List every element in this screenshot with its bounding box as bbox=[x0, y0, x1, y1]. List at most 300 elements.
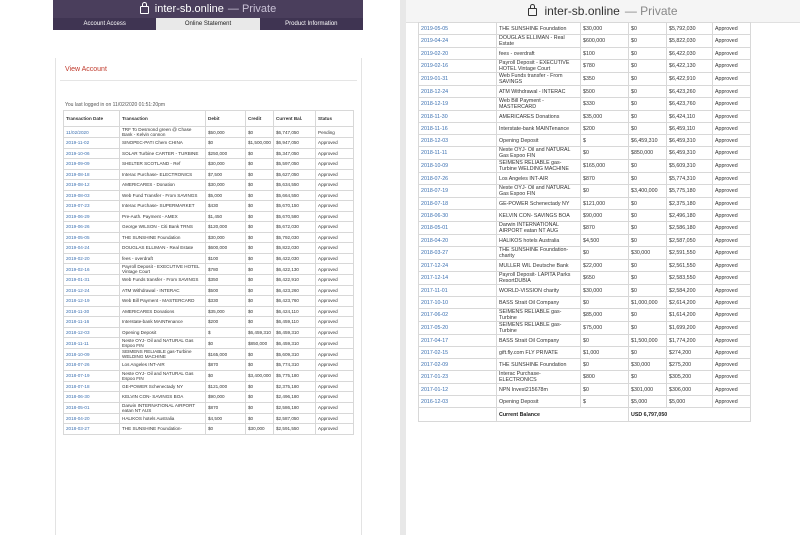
cell-debit: $0 bbox=[581, 247, 629, 260]
cell-status: Approved bbox=[316, 264, 354, 275]
cell-credit: $0 bbox=[629, 173, 667, 185]
cell-debit: $7,500 bbox=[206, 169, 246, 180]
cell-status: Approved bbox=[713, 210, 751, 222]
cell-transaction: HALIKOS hotels Australia bbox=[497, 235, 581, 247]
table-row bbox=[419, 160, 751, 173]
cell-debit: $870 bbox=[206, 402, 246, 413]
table-row bbox=[419, 384, 751, 396]
cell-transaction: Interac Purchase- ELECTRONICS bbox=[497, 371, 581, 384]
cell-credit: $0 bbox=[246, 159, 274, 170]
last-login-text: You last logged in on 11/02/2020 01:51:20pm bbox=[65, 102, 166, 108]
cell-status: Approved bbox=[713, 98, 751, 111]
cell-transaction: Neste OYJ- Oil and NATURAL Gas Espoo FIN bbox=[497, 185, 581, 198]
cell-credit: $0 bbox=[629, 309, 667, 322]
cell-credit: $0 bbox=[629, 98, 667, 111]
cell-credit: $0 bbox=[629, 371, 667, 384]
cell-debit: $4,500 bbox=[581, 235, 629, 247]
cell-transaction: AMERICARES - Donation bbox=[120, 180, 206, 191]
balance-spacer bbox=[419, 408, 497, 422]
cell-date[interactable]: 2017-01-12 bbox=[419, 384, 497, 396]
cell-date[interactable]: 2019-02-20 bbox=[64, 253, 120, 264]
cell-credit: $0 bbox=[246, 317, 274, 328]
cell-credit: $0 bbox=[629, 123, 667, 135]
cell-date[interactable]: 2018-07-19 bbox=[64, 370, 120, 381]
cell-date[interactable]: 2017-10-10 bbox=[419, 297, 497, 309]
right-address-bar[interactable] bbox=[406, 0, 800, 23]
cell-date[interactable]: 2018-10-09 bbox=[64, 349, 120, 360]
cell-balance: $5,000 bbox=[667, 396, 713, 408]
table-row bbox=[419, 396, 751, 408]
cell-balance: $6,422,030 bbox=[667, 48, 713, 60]
table-row bbox=[419, 371, 751, 384]
cell-transaction: Opening Deposit bbox=[497, 396, 581, 408]
cell-credit: $0 bbox=[246, 180, 274, 191]
table-row bbox=[64, 306, 354, 317]
cell-balance: $2,583,550 bbox=[667, 272, 713, 285]
cell-balance: $2,496,180 bbox=[274, 392, 316, 403]
cell-date[interactable]: 2019-04-24 bbox=[419, 35, 497, 48]
cell-date[interactable]: 2019-07-23 bbox=[64, 201, 120, 212]
cell-transaction: Web Funds transfer - From SAVINGS bbox=[497, 73, 581, 86]
cell-debit: $5,000 bbox=[206, 190, 246, 201]
cell-date[interactable]: 2017-01-23 bbox=[419, 371, 497, 384]
cell-date[interactable]: 2018-10-09 bbox=[419, 160, 497, 173]
cell-credit: $0 bbox=[629, 73, 667, 86]
table-row bbox=[419, 285, 751, 297]
cell-status: Approved bbox=[713, 160, 751, 173]
cell-debit: $330 bbox=[581, 98, 629, 111]
cell-transaction: Interstate-bank MAINTenance bbox=[497, 123, 581, 135]
cell-credit: $0 bbox=[629, 60, 667, 73]
cell-credit: $0 bbox=[629, 260, 667, 272]
table-row bbox=[64, 127, 354, 138]
table-row bbox=[64, 159, 354, 170]
cell-transaction: George WILSON - Citi Bank TRNS bbox=[120, 222, 206, 233]
cell-debit: $121,000 bbox=[581, 198, 629, 210]
cell-credit: $0 bbox=[246, 264, 274, 275]
cell-credit: $0 bbox=[246, 360, 274, 371]
cell-transaction: SINOPEC-PATI Chem CHINA bbox=[120, 138, 206, 149]
table-row bbox=[64, 138, 354, 149]
cell-date[interactable]: 2018-11-30 bbox=[419, 111, 497, 123]
cell-date[interactable]: 2019-01-31 bbox=[419, 73, 497, 86]
cell-credit: $0 bbox=[246, 413, 274, 424]
left-address-bar[interactable] bbox=[53, 0, 363, 18]
cell-credit: $30,000 bbox=[246, 424, 274, 435]
table-row bbox=[64, 275, 354, 286]
cell-status: Approved bbox=[316, 201, 354, 212]
nav-online-statement[interactable]: Online Statement bbox=[156, 18, 259, 30]
cell-status: Approved bbox=[316, 296, 354, 307]
cell-transaction: AMERICARES Donations bbox=[120, 306, 206, 317]
cell-balance: $2,584,200 bbox=[667, 285, 713, 297]
cell-credit: $6,459,310 bbox=[629, 135, 667, 147]
cell-balance: $5,597,050 bbox=[274, 159, 316, 170]
cell-debit: $30,000 bbox=[581, 23, 629, 35]
cell-transaction: Payroll Deposit - EXECUTIVE HOTEL Vintage Court bbox=[497, 60, 581, 73]
cell-debit: $85,000 bbox=[581, 309, 629, 322]
cell-date[interactable]: 2019-02-16 bbox=[64, 264, 120, 275]
cell-transaction: BASS Strait Oil Company bbox=[497, 335, 581, 347]
cell-balance: $6,422,130 bbox=[667, 60, 713, 73]
cell-status: Approved bbox=[713, 347, 751, 359]
cell-date[interactable]: 2018-07-19 bbox=[419, 185, 497, 198]
cell-transaction: Web Fund Transfer - From SAVINGS bbox=[120, 190, 206, 201]
cell-status: Approved bbox=[316, 413, 354, 424]
cell-date[interactable]: 2017-05-20 bbox=[419, 322, 497, 335]
cell-date[interactable]: 2017-04-17 bbox=[419, 335, 497, 347]
cell-date[interactable]: 2018-03-27 bbox=[419, 247, 497, 260]
table-row bbox=[64, 349, 354, 360]
cell-balance: $5,774,310 bbox=[274, 360, 316, 371]
cell-credit: $0 bbox=[629, 86, 667, 98]
cell-credit: $0 bbox=[629, 210, 667, 222]
cell-transaction: HALIKOS hotels Australia bbox=[120, 413, 206, 424]
table-row bbox=[64, 243, 354, 254]
cell-date[interactable]: 2018-12-03 bbox=[64, 327, 120, 338]
table-row bbox=[64, 413, 354, 424]
cell-date[interactable]: 2018-12-24 bbox=[419, 86, 497, 98]
cell-transaction: Opening Deposit bbox=[497, 135, 581, 147]
cell-date[interactable]: 2018-06-30 bbox=[64, 392, 120, 403]
cell-credit: $0 bbox=[246, 253, 274, 264]
cell-date[interactable]: 2019-06-29 bbox=[64, 211, 120, 222]
cell-debit: $0 bbox=[581, 185, 629, 198]
cell-debit: $780 bbox=[206, 264, 246, 275]
cell-transaction: DOUGLAS ELLIMAN - Real Estate bbox=[497, 35, 581, 48]
cell-date[interactable]: 2018-11-16 bbox=[64, 317, 120, 328]
cell-date[interactable]: 2017-12-24 bbox=[419, 260, 497, 272]
table-row bbox=[419, 359, 751, 371]
cell-date[interactable]: 2017-06-02 bbox=[419, 309, 497, 322]
cell-balance: $6,422,910 bbox=[667, 73, 713, 86]
cell-status: Approved bbox=[316, 211, 354, 222]
cell-date[interactable]: 2019-08-18 bbox=[64, 169, 120, 180]
cell-status: Approved bbox=[713, 185, 751, 198]
cell-date[interactable]: 2018-06-30 bbox=[419, 210, 497, 222]
right-screenshot bbox=[406, 0, 800, 535]
cell-date[interactable]: 2019-05-05 bbox=[419, 23, 497, 35]
cell-status: Approved bbox=[316, 169, 354, 180]
header-status: Status bbox=[316, 111, 354, 127]
cell-debit: $75,000 bbox=[581, 322, 629, 335]
cell-debit: $780 bbox=[581, 60, 629, 73]
cell-date[interactable]: 2018-07-26 bbox=[419, 173, 497, 185]
cell-transaction: Pre-Auth. Payment - AMEX bbox=[120, 211, 206, 222]
table-row bbox=[419, 173, 751, 185]
cell-transaction: Web Bill Payment - MASTERCARD bbox=[120, 296, 206, 307]
cell-debit: $165,000 bbox=[206, 349, 246, 360]
cell-balance: $5,670,580 bbox=[274, 211, 316, 222]
cell-balance: $2,586,180 bbox=[667, 222, 713, 235]
cell-debit: $30,000 bbox=[581, 285, 629, 297]
cell-balance: $5,670,150 bbox=[274, 201, 316, 212]
cell-status: Approved bbox=[713, 135, 751, 147]
cell-credit: $0 bbox=[246, 148, 274, 159]
cell-date[interactable]: 2019-01-31 bbox=[64, 275, 120, 286]
cell-transaction: fees - overdraft bbox=[120, 253, 206, 264]
cell-transaction: MULLER WIL Deutsche Bank bbox=[497, 260, 581, 272]
cell-status: Approved bbox=[713, 23, 751, 35]
cell-credit: $0 bbox=[629, 160, 667, 173]
cell-date[interactable]: 2019-06-26 bbox=[64, 222, 120, 233]
cell-credit: $0 bbox=[246, 243, 274, 254]
nav-product-information[interactable]: Product Information bbox=[285, 21, 338, 27]
cell-credit: $0 bbox=[246, 306, 274, 317]
table-row bbox=[64, 253, 354, 264]
cell-status: Approved bbox=[316, 327, 354, 338]
current-balance-row bbox=[419, 408, 751, 422]
nav-account-access[interactable]: Account Access bbox=[83, 21, 126, 27]
table-row bbox=[64, 317, 354, 328]
right-transactions-table bbox=[418, 22, 751, 422]
cell-status: Approved bbox=[713, 272, 751, 285]
cell-balance: $5,627,050 bbox=[274, 169, 316, 180]
cell-status: Approved bbox=[713, 86, 751, 98]
cell-status: Approved bbox=[713, 147, 751, 160]
table-row bbox=[419, 235, 751, 247]
cell-balance: $5,664,550 bbox=[274, 190, 316, 201]
cell-date[interactable]: 2017-02-15 bbox=[419, 347, 497, 359]
table-row bbox=[419, 347, 751, 359]
cell-debit: $0 bbox=[581, 147, 629, 160]
cell-credit: $0 bbox=[629, 35, 667, 48]
cell-transaction: SEIMENS RELIABLE gas-Turbine bbox=[497, 322, 581, 335]
cell-balance: $6,459,110 bbox=[667, 123, 713, 135]
cell-credit: $3,400,000 bbox=[246, 370, 274, 381]
cell-balance: $5,775,180 bbox=[274, 370, 316, 381]
cell-status: Approved bbox=[316, 285, 354, 296]
table-row bbox=[419, 123, 751, 135]
cell-status: Approved bbox=[316, 222, 354, 233]
table-row bbox=[419, 86, 751, 98]
cell-date[interactable]: 2019-08-12 bbox=[64, 180, 120, 191]
table-row bbox=[419, 35, 751, 48]
cell-date[interactable]: 2019-02-16 bbox=[419, 60, 497, 73]
cell-credit: $0 bbox=[246, 296, 274, 307]
cell-transaction: Neste OYJ- Oil and NATURAL Gas Espoo FIN bbox=[120, 338, 206, 349]
cell-date[interactable]: 2017-12-14 bbox=[419, 272, 497, 285]
cell-date[interactable]: 2019-04-24 bbox=[64, 243, 120, 254]
cell-date[interactable]: 2019-08-03 bbox=[64, 190, 120, 201]
cell-status: Approved bbox=[713, 48, 751, 60]
cell-debit: $4,500 bbox=[206, 413, 246, 424]
cell-balance: $6,459,110 bbox=[274, 317, 316, 328]
table-row bbox=[419, 297, 751, 309]
table-header-row bbox=[64, 111, 354, 127]
table-row bbox=[64, 264, 354, 275]
cell-transaction: Neste OYJ- Oil and NATURAL Gas Espoo FIN bbox=[120, 370, 206, 381]
cell-date[interactable]: 11/02/2020 bbox=[64, 127, 120, 138]
cell-credit: $0 bbox=[246, 201, 274, 212]
cell-credit: $0 bbox=[629, 48, 667, 60]
cell-status: Approved bbox=[713, 173, 751, 185]
cell-transaction: Interac Purchase- ELECTRONICS bbox=[120, 169, 206, 180]
cell-debit: $0 bbox=[581, 335, 629, 347]
table-row bbox=[64, 232, 354, 243]
cell-status: Approved bbox=[713, 247, 751, 260]
cell-credit: $0 bbox=[246, 222, 274, 233]
cell-balance: $2,614,200 bbox=[667, 297, 713, 309]
left-private-label: — Private bbox=[227, 3, 277, 15]
cell-debit: $100 bbox=[581, 48, 629, 60]
table-row bbox=[419, 309, 751, 322]
cell-debit: $600,000 bbox=[581, 35, 629, 48]
cell-debit: $120,000 bbox=[206, 222, 246, 233]
cell-credit: $850,000 bbox=[246, 338, 274, 349]
cell-balance: $6,422,030 bbox=[274, 253, 316, 264]
table-row bbox=[64, 381, 354, 392]
cell-balance: $6,459,310 bbox=[274, 327, 316, 338]
cell-date[interactable]: 2018-05-01 bbox=[64, 402, 120, 413]
cell-date[interactable]: 2019-02-20 bbox=[419, 48, 497, 60]
cell-date[interactable]: 2017-02-09 bbox=[419, 359, 497, 371]
cell-debit: $500 bbox=[581, 86, 629, 98]
table-row bbox=[419, 111, 751, 123]
cell-balance: $6,423,260 bbox=[667, 86, 713, 98]
cell-status: Approved bbox=[316, 338, 354, 349]
cell-credit: $0 bbox=[629, 23, 667, 35]
cell-debit: $350 bbox=[206, 275, 246, 286]
cell-balance: $6,747,050 bbox=[274, 127, 316, 138]
cell-transaction: THE SUNSHINE Foundation- bbox=[120, 424, 206, 435]
cell-date[interactable]: 2019-10-06 bbox=[64, 148, 120, 159]
cell-status: Approved bbox=[713, 111, 751, 123]
cell-date[interactable]: 2018-03-27 bbox=[64, 424, 120, 435]
cell-transaction: AMERICARES Donations bbox=[497, 111, 581, 123]
cell-debit: $121,000 bbox=[206, 381, 246, 392]
cell-balance: $6,423,760 bbox=[667, 98, 713, 111]
cell-status: Approved bbox=[713, 235, 751, 247]
cell-date[interactable]: 2018-12-19 bbox=[64, 296, 120, 307]
cell-credit: $0 bbox=[246, 402, 274, 413]
cell-date[interactable]: 2018-04-20 bbox=[64, 413, 120, 424]
cell-credit: $0 bbox=[629, 285, 667, 297]
current-balance-value: USD 6,797,050 bbox=[629, 408, 751, 422]
header-balance: Current Bal. bbox=[274, 111, 316, 127]
table-row bbox=[64, 327, 354, 338]
cell-credit: $0 bbox=[246, 211, 274, 222]
table-row bbox=[64, 285, 354, 296]
cell-balance: $5,792,030 bbox=[274, 232, 316, 243]
cell-date[interactable]: 2018-11-11 bbox=[64, 338, 120, 349]
table-row bbox=[419, 48, 751, 60]
cell-balance: $5,634,550 bbox=[274, 180, 316, 191]
cell-debit: $35,000 bbox=[206, 306, 246, 317]
cell-date[interactable]: 2019-09-09 bbox=[64, 159, 120, 170]
table-row bbox=[64, 180, 354, 191]
table-row bbox=[419, 98, 751, 111]
cell-date[interactable]: 2018-11-16 bbox=[419, 123, 497, 135]
table-row bbox=[419, 198, 751, 210]
table-row bbox=[64, 360, 354, 371]
cell-credit: $3,400,000 bbox=[629, 185, 667, 198]
cell-balance: $2,587,050 bbox=[274, 413, 316, 424]
cell-balance: $2,586,180 bbox=[274, 402, 316, 413]
lock-icon bbox=[528, 8, 537, 16]
cell-date[interactable]: 2019-11-02 bbox=[64, 138, 120, 149]
cell-date[interactable]: 2018-11-11 bbox=[419, 147, 497, 160]
cell-transaction: THE SUNSHINE Foundation bbox=[120, 232, 206, 243]
cell-credit: $0 bbox=[629, 347, 667, 359]
cell-date[interactable]: 2019-05-05 bbox=[64, 232, 120, 243]
cell-balance: $2,591,550 bbox=[667, 247, 713, 260]
cell-balance: $5,347,050 bbox=[274, 148, 316, 159]
cell-credit: $301,000 bbox=[629, 384, 667, 396]
cell-balance: $5,822,030 bbox=[274, 243, 316, 254]
cell-balance: $2,375,180 bbox=[274, 381, 316, 392]
cell-balance: $5,609,310 bbox=[274, 349, 316, 360]
cell-debit: $90,000 bbox=[581, 210, 629, 222]
cell-balance: $5,672,030 bbox=[274, 222, 316, 233]
cell-status: Approved bbox=[316, 360, 354, 371]
cell-status: Approved bbox=[713, 371, 751, 384]
cell-status: Approved bbox=[713, 309, 751, 322]
cell-credit: $0 bbox=[246, 381, 274, 392]
cell-date[interactable]: 2018-12-24 bbox=[64, 285, 120, 296]
cell-credit: $0 bbox=[246, 275, 274, 286]
cell-debit: $1,450 bbox=[206, 211, 246, 222]
cell-transaction: Interac Purchase- SUPERMARKET bbox=[120, 201, 206, 212]
view-account-title: View Account bbox=[65, 66, 107, 73]
header-date: Transaction Date bbox=[64, 111, 120, 127]
cell-date[interactable]: 2018-07-18 bbox=[64, 381, 120, 392]
cell-date[interactable]: 2018-12-19 bbox=[419, 98, 497, 111]
cell-debit: $200 bbox=[206, 317, 246, 328]
cell-debit: $650 bbox=[581, 272, 629, 285]
cell-credit: $0 bbox=[246, 392, 274, 403]
header-credit: Credit bbox=[246, 111, 274, 127]
cell-transaction: WORLD-VISSION charity bbox=[497, 285, 581, 297]
cell-transaction: GE-POWER Schenectady NY bbox=[120, 381, 206, 392]
cell-debit: $870 bbox=[206, 360, 246, 371]
cell-balance: $274,200 bbox=[667, 347, 713, 359]
cell-date[interactable]: 2018-11-30 bbox=[64, 306, 120, 317]
cell-status: Approved bbox=[316, 275, 354, 286]
cell-transaction: SHELTER SCOTLAND - Ref bbox=[120, 159, 206, 170]
cell-date[interactable]: 2018-04-20 bbox=[419, 235, 497, 247]
cell-transaction: Web Bill Payment - MASTERCARD bbox=[497, 98, 581, 111]
cell-debit: $90,000 bbox=[206, 392, 246, 403]
cell-transaction: KELVIN CON- SAVINGS BOA bbox=[497, 210, 581, 222]
cell-debit: $870 bbox=[581, 173, 629, 185]
cell-status: Approved bbox=[316, 253, 354, 264]
cell-status: Approved bbox=[713, 198, 751, 210]
cell-status: Approved bbox=[316, 370, 354, 381]
cell-debit: $600,000 bbox=[206, 243, 246, 254]
cell-date[interactable]: 2018-07-18 bbox=[419, 198, 497, 210]
cell-transaction: SEIMENS RELIABLE gas-Turbine WELDING MACHINE bbox=[497, 160, 581, 173]
cell-date[interactable]: 2018-12-03 bbox=[419, 135, 497, 147]
cell-date[interactable]: 2018-05-01 bbox=[419, 222, 497, 235]
cell-debit: $ bbox=[581, 396, 629, 408]
cell-status: Approved bbox=[316, 243, 354, 254]
cell-date[interactable]: 2017-11-01 bbox=[419, 285, 497, 297]
cell-date[interactable]: 2018-07-26 bbox=[64, 360, 120, 371]
cell-status: Approved bbox=[713, 285, 751, 297]
cell-status: Approved bbox=[316, 381, 354, 392]
table-row bbox=[419, 23, 751, 35]
cell-status: Approved bbox=[316, 138, 354, 149]
cell-balance: $305,200 bbox=[667, 371, 713, 384]
cell-debit: $0 bbox=[581, 384, 629, 396]
cell-transaction: NPN Invest215678m bbox=[497, 384, 581, 396]
cell-transaction: GE-POWER Schenectady NY bbox=[497, 198, 581, 210]
cell-credit: $0 bbox=[246, 169, 274, 180]
cell-status: Approved bbox=[713, 322, 751, 335]
cell-date[interactable]: 2016-12-03 bbox=[419, 396, 497, 408]
table-row bbox=[419, 322, 751, 335]
